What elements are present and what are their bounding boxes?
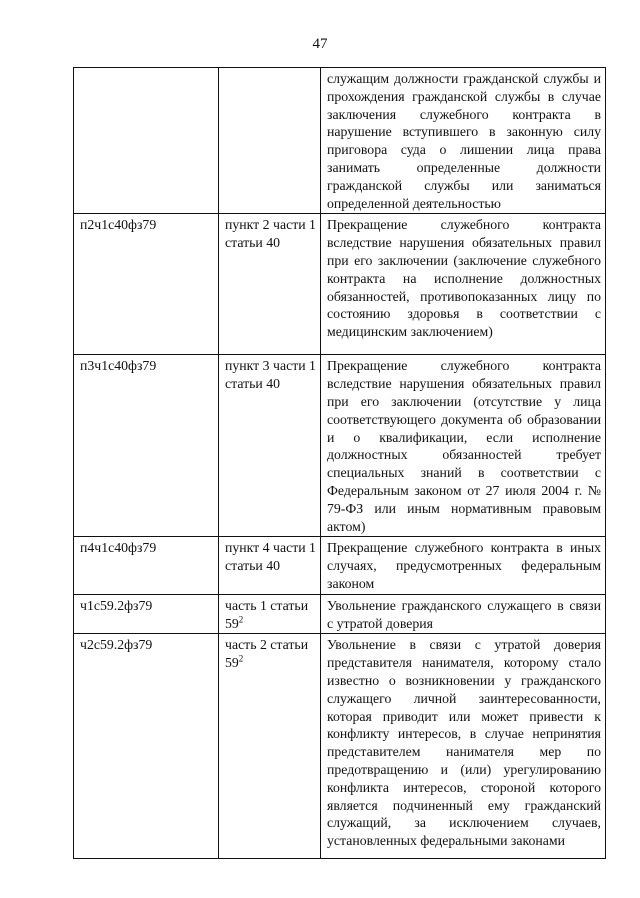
table-row <box>74 634 606 859</box>
description-cell: Прекращение служебного контракта вследствие нарушения обязательных правил при его заключении (заключение служебного контракта на исполнение должностных обязанностей, противопоказанных лицу по состоянию здоровья в соответствии с медицинским заключением) <box>321 214 606 355</box>
table-row <box>74 355 606 537</box>
reference-superscript: 2 <box>238 613 244 624</box>
description-cell: Увольнение гражданского служащего в связи с утратой доверия <box>321 594 606 634</box>
description-cell: Прекращение служебного контракта вследствие нарушения обязательных правил при его заключении (отсутствие у лица соответствующего документа об образовании и о квалификации, если исполнение должностных обязанностей требует специальных знаний в соответствии с Федеральным законом от 27 июля 2004 г. № 79-ФЗ или иным нормативным правовым актом) <box>321 355 606 537</box>
reference-text: пункт 4 части 1 статьи 40 <box>225 540 316 574</box>
code-cell: п2ч1с40фз79 <box>74 214 219 355</box>
table-row <box>74 537 606 594</box>
reference-superscript: 2 <box>238 653 244 664</box>
description-cell: Увольнение в связи с утратой доверия представителя нанимателя, которому стало известно о возникновении у гражданского служащего личной заинтересованности, которая приводит или может привести к конфликту интересов, в случае непринятия представителем нанимателя мер по предотвращению и (или) урегулированию конфликта интересов, стороной которого является подчиненный ему гражданский служащий, за исключением случаев, установленных федеральными законами <box>321 634 606 859</box>
description-cell: служащим должности гражданской службы и прохождения гражданской службы в случае заключения служебного контракта в нарушение вступившего в законную силу приговора суда о лишении лица права занимать определенные должности гражданской службы или заниматься определенной деятельностью <box>321 68 606 214</box>
reference-cell <box>219 594 321 634</box>
code-cell: ч2с59.2фз79 <box>74 634 219 859</box>
code-cell: п4ч1с40фз79 <box>74 537 219 594</box>
reference-cell <box>219 537 321 594</box>
page-number: 47 <box>312 36 328 52</box>
table-row <box>74 214 606 355</box>
reference-cell <box>219 214 321 355</box>
codes-table <box>73 67 606 859</box>
code-cell: ч1с59.2фз79 <box>74 594 219 634</box>
reference-cell <box>219 68 321 214</box>
reference-text: пункт 3 части 1 статьи 40 <box>225 358 316 392</box>
table-row <box>74 68 606 214</box>
reference-cell <box>219 355 321 537</box>
reference-text: пункт 2 части 1 статьи 40 <box>225 217 316 251</box>
reference-text: часть 1 статьи 59 <box>225 597 309 631</box>
reference-cell <box>219 634 321 859</box>
code-cell <box>74 68 219 214</box>
reference-text: часть 2 статьи 59 <box>225 637 309 671</box>
table-row <box>74 594 606 634</box>
code-cell: п3ч1с40фз79 <box>74 355 219 537</box>
description-cell: Прекращение служебного контракта в иных случаях, предусмотренных федеральным законом <box>321 537 606 594</box>
